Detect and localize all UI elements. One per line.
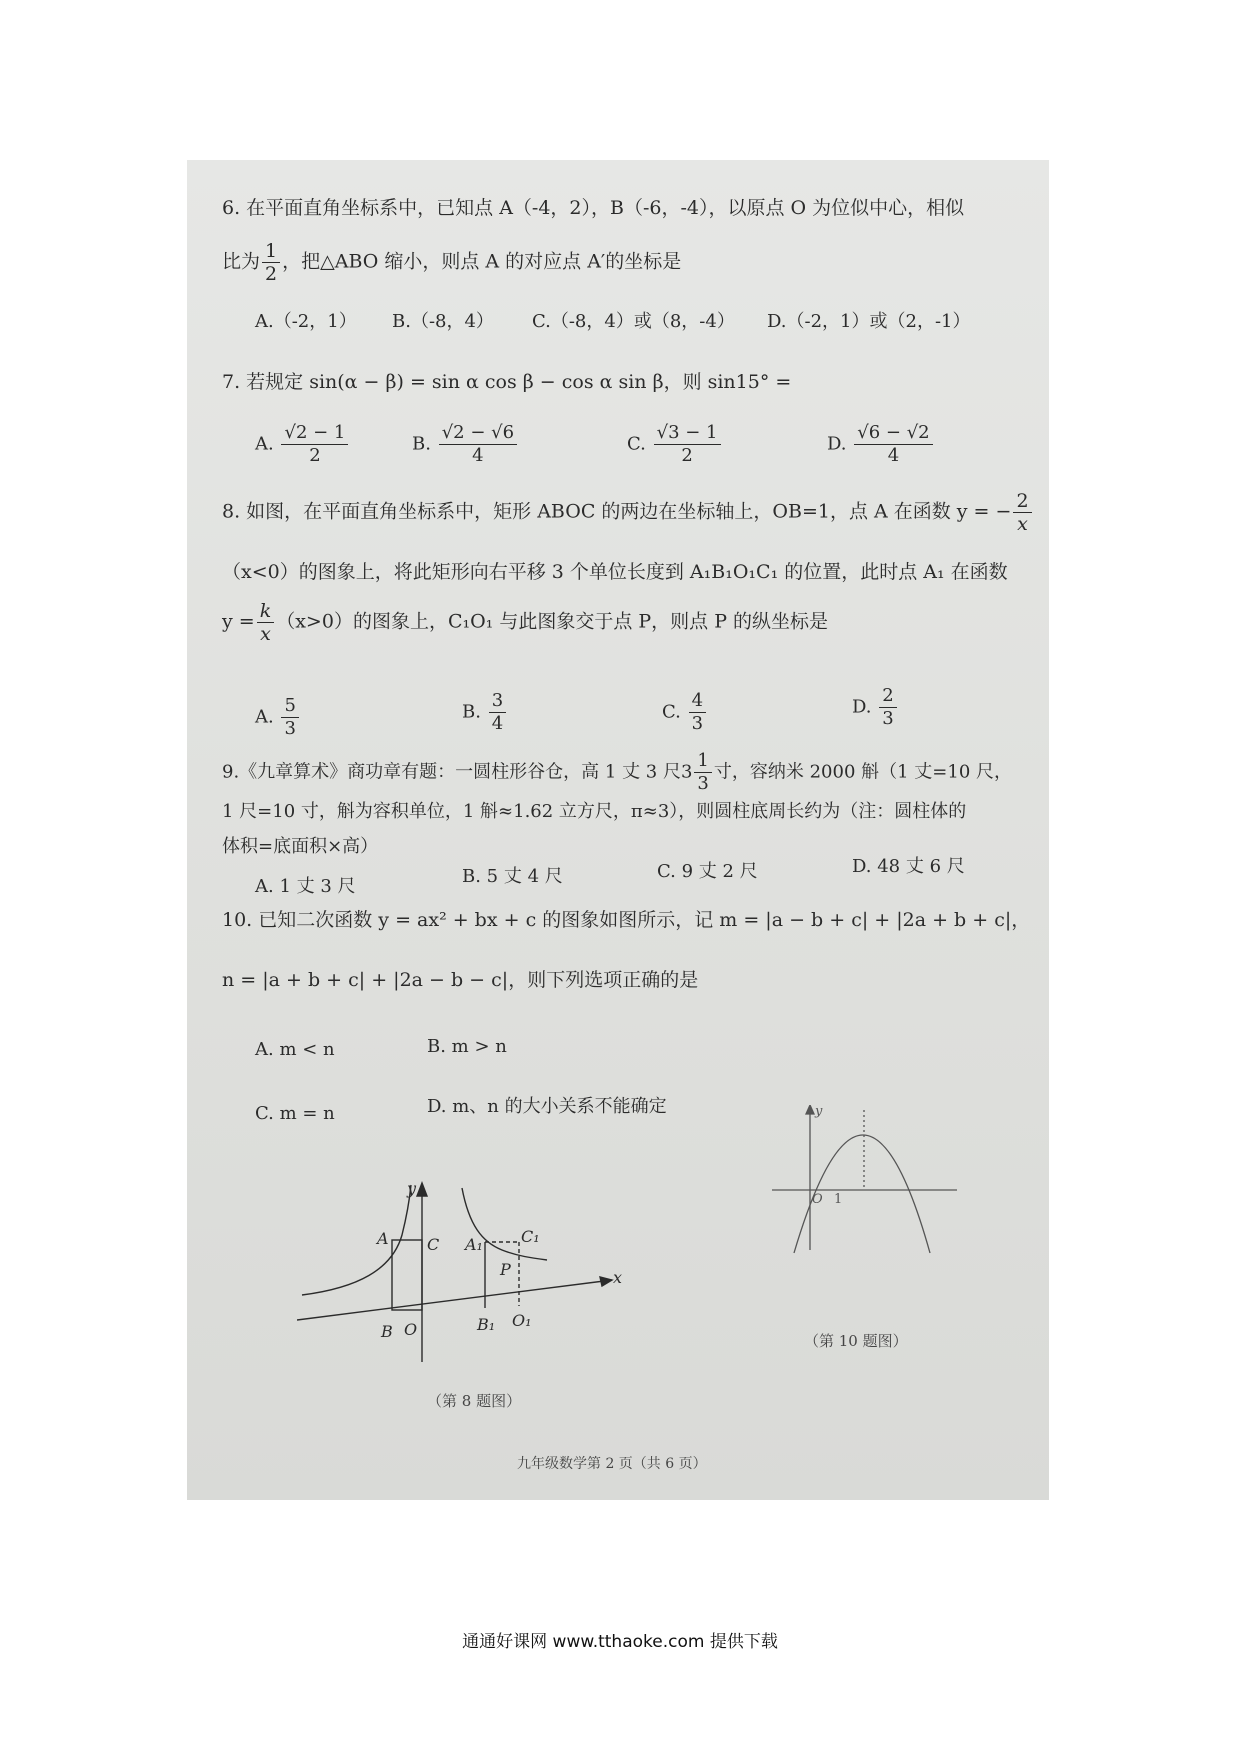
fig8-label-a1: A₁ [465,1235,483,1254]
q7-stem: 7. 若规定 sin(α − β) = sin α cos β − cos α sin β，则 sin15° = [222,371,792,393]
q6-frac-num: 1 [262,240,280,263]
figure-8 [297,1180,627,1370]
q6-ratio-fraction [262,240,280,285]
q6-pre: 比为 [222,250,261,273]
q8-option-c: C. $\frac{4}{3}$ [662,690,708,735]
q8-line3: y = $\frac{k}{x}$ （x>0）的图象上，C₁O₁ 与此图象交于点 P，则点 P 的纵坐标是 [222,600,829,645]
fig10-caption: （第 10 题图） [804,1332,908,1350]
q8-k-fraction: $\frac{k}{x}$ [257,600,275,645]
q6-line2 [222,240,681,285]
fig8-label-o1: O₁ [512,1311,532,1330]
q6-line1: 6. 在平面直角坐标系中，已知点 A（-4，2），B（-6，-4），以原点 O 为位似中心，相似 [222,197,965,219]
fig8-label-a: A [377,1229,389,1248]
q9-line2: 1 尺=10 寸，斛为容积单位，1 斛≈1.62 立方尺，π≈3），则圆柱底周长约为（注：圆柱体的 [222,801,967,822]
q6-frac-den: 2 [265,263,278,285]
q9-line3: 体积=底面积×高） [222,836,379,857]
q9-line1: 9.《九章算术》商功章有题：一圆柱形谷仓，高 1 丈 3 尺3 $\frac{1}{3}$ 寸，容纳米 2000 斛（1 丈=10 尺， [222,750,1013,794]
q10-option-c: C. m = n [255,1103,335,1124]
q8-option-b: B. $\frac{3}{4}$ [462,690,508,735]
q10-option-d: D. m、n 的大小关系不能确定 [427,1096,667,1117]
q6-option-b: B.（-8，4） [392,311,494,332]
q10-option-a: A. m < n [255,1039,335,1060]
fig8-label-c: C [427,1235,440,1254]
q9-option-d: D. 48 丈 6 尺 [852,856,965,877]
q8-func-fraction: $\frac{2}{x}$ [1013,490,1031,535]
q9-option-c: C. 9 丈 2 尺 [657,861,758,882]
q7-option-a: A. $\frac{√2 - 1}{2}$ [255,422,350,467]
fig8-rectangle-abco [392,1240,422,1310]
q6-option-a: A.（-2，1） [255,311,357,332]
q6-post: ，把△ABO 缩小，则点 A 的对应点 A′的坐标是 [282,250,682,273]
fig8-label-p: P [500,1260,511,1279]
q9-mixed-fraction: $\frac{1}{3}$ [694,750,711,795]
fig8-label-y: y [407,1180,417,1198]
fig8-label-c1: C₁ [521,1227,540,1246]
figure-10 [772,1105,962,1255]
q6-option-d: D.（-2，1）或（2，-1） [767,311,971,332]
fig10-label-o: O [812,1192,823,1207]
fig8-label-x: x [613,1268,623,1287]
fig8-x-arrow [600,1277,612,1286]
q7-option-b: B. $\frac{√2 - √6}{4}$ [412,422,519,467]
page-number-footer: 九年级数学第 2 页（共 6 页） [517,1456,707,1472]
fig10-label-y: y [815,1105,823,1119]
q10-line2: n = |a + b + c| + |2a − b − c|，则下列选项正确的是 [222,969,699,991]
q9-option-a: A. 1 丈 3 尺 [255,876,356,897]
q8-option-a: A. $\frac{5}{3}$ [255,695,301,740]
fig8-label-o: O [404,1320,418,1339]
q9-option-b: B. 5 丈 4 尺 [462,866,563,887]
q10-line1: 10. 已知二次函数 y = ax² + bx + c 的图象如图所示，记 m = |a − b + c| + |2a + b + c|， [222,909,1031,931]
q8-line2: （x<0）的图象上，将此矩形向右平移 3 个单位长度到 A₁B₁O₁C₁ 的位置，此时点 A₁ 在函数 [222,561,1008,583]
q8-option-d: D. $\frac{2}{3}$ [852,685,899,730]
q7-option-c: C. $\frac{√3 - 1}{2}$ [627,422,723,467]
fig10-y-arrow [806,1105,814,1114]
q10-option-b: B. m > n [427,1036,507,1057]
fig8-label-b: B [381,1322,393,1341]
fig10-label-one: 1 [834,1192,843,1207]
q8-line1: 8. 如图，在平面直角坐标系中，矩形 ABOC 的两边在坐标轴上，OB=1，点 A 在函数 y = − $\frac{2}{x}$ [222,490,1034,535]
fig8-label-b1: B₁ [477,1315,496,1334]
scanned-page [187,160,1049,1500]
q7-option-d: D. $\frac{√6 - √2}{4}$ [827,422,935,467]
fig8-y-arrow [417,1183,427,1196]
q6-option-c: C.（-8，4）或（8，-4） [532,311,735,332]
fig8-caption: （第 8 题图） [427,1392,522,1410]
site-footer: 通通好课网 www.tthaoke.com 提供下载 [462,1632,778,1652]
